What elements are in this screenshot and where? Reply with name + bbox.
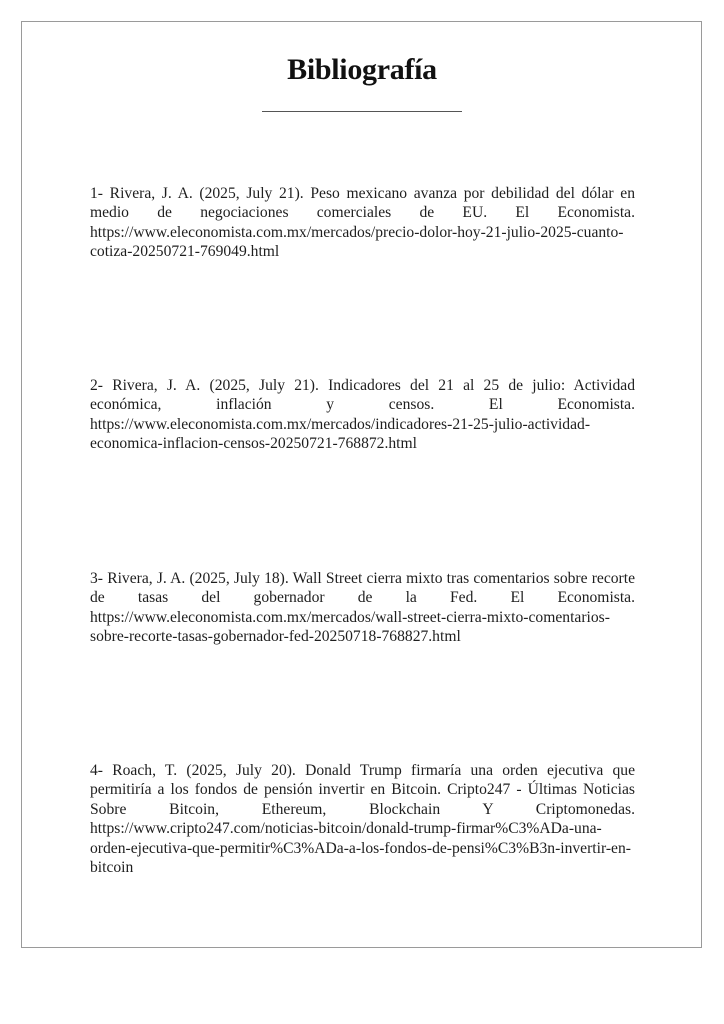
reference-entry [90, 761, 635, 877]
reference-url-link[interactable]: https://www.eleconomista.com.mx/mercados/indicadores-21-25-julio-actividad-economica-inflacion-censos-20250721-768872.html [90, 415, 591, 453]
reference-entry [90, 184, 635, 262]
reference-number: 3- [90, 570, 103, 587]
reference-url-link[interactable]: https://www.eleconomista.com.mx/mercados/wall-street-cierra-mixto-comentarios-sobre-recorte-tasas-gobernador-fed-20250718-768827.html [90, 608, 610, 646]
reference-citation: Roach, T. (2025, July 20). Donald Trump firmaría una orden ejecutiva que permitiría a los fondos de pensión invertir en Bitcoin. Cripto247 - Últimas Noticias Sobre Bitcoin, Ethereum, Blockchain Y Criptomonedas. [90, 762, 635, 818]
title-underline-divider [262, 111, 462, 112]
reference-number: 2- [90, 377, 103, 394]
reference-citation: Rivera, J. A. (2025, July 21). Indicadores del 21 al 25 de julio: Actividad económica, inflación y censos. El Economista. [90, 377, 635, 414]
reference-number: 1- [90, 185, 103, 202]
reference-entry [90, 569, 635, 647]
reference-entry [90, 376, 635, 454]
reference-url-link[interactable]: https://www.cripto247.com/noticias-bitcoin/donald-trump-firmar%C3%ADa-una-orden-ejecutiva-que-permitir%C3%ADa-a-los-fondos-de-pensi%C3%B3n-invertir-en-bitcoin [90, 820, 631, 877]
reference-citation: Rivera, J. A. (2025, July 18). Wall Street cierra mixto tras comentarios sobre recorte de tasas del gobernador de la Fed. El Economista. [90, 570, 635, 607]
page-title: Bibliografía [287, 53, 437, 86]
reference-number: 4- [90, 762, 103, 779]
reference-citation: Rivera, J. A. (2025, July 21). Peso mexicano avanza por debilidad del dólar en medio de negociaciones comerciales de EU. El Economista. [90, 185, 635, 222]
reference-url-link[interactable]: https://www.eleconomista.com.mx/mercados/precio-dolor-hoy-21-julio-2025-cuanto-cotiza-20250721-769049.html [90, 223, 624, 261]
